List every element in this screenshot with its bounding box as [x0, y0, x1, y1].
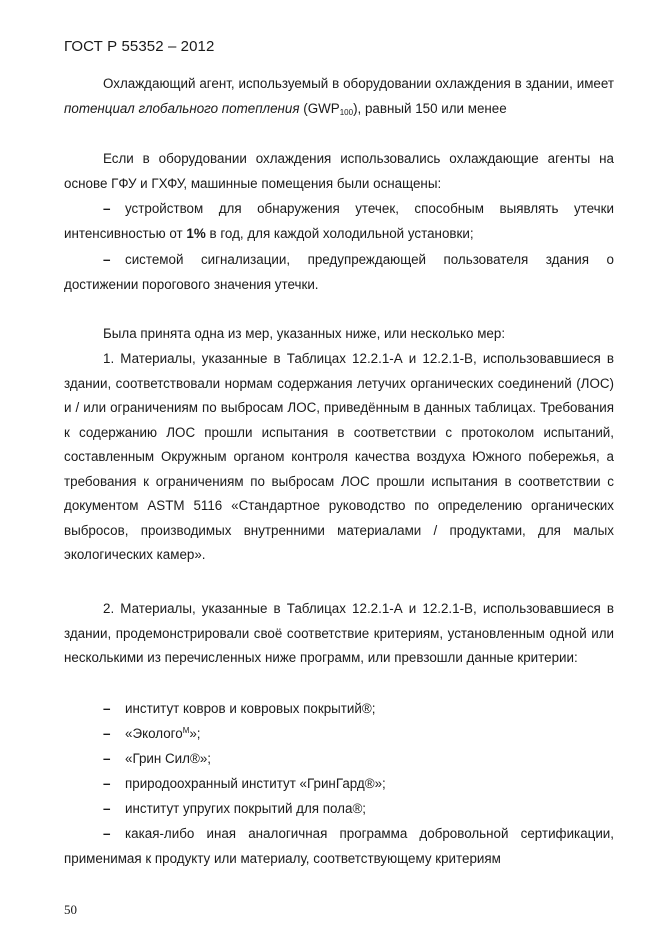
paragraph-measure-1: 1. Материалы, указанные в Таблицах 12.2.1-А и 12.2.1-В, использовавшиеся в здании, соответствовали нормам содержания летучих органических соединений (ЛОС) и / или ограничениям по выбросам ЛОС, приведённым в данных таблицах. Требования к содержанию ЛОС прошли испытания в соответствии с протоколом испытаний, составленным Окружным органом контроля качества воздуха Южного побережья, а требования к ограничениям по выбросам ЛОС прошли испытания в соответствии с документом ASTM 5116 «Стандартное руководство по определению органических выбросов, производимых внутренними материалами / продуктами, для малых экологических камер». — [64, 351, 614, 562]
page-number: 50 — [64, 902, 77, 917]
list-item-carpet-institute: – институт ковров и ковровых покрытий®; — [64, 697, 614, 722]
paragraph-refrigerant-gwp: Охлаждающий агент, используемый в оборудовании охлаждения в здании, имеет потенциал глобального потепления $(GWP_{100})$, равный 150 или менее — [64, 76, 614, 117]
list-item-green-seal: – «Грин Сил®»; — [64, 747, 614, 772]
paragraph-measures-intro: Была принята одна из мер, указанных ниже, или несколько мер: — [103, 326, 506, 341]
dash-bullet: – — [103, 201, 111, 216]
paragraph-hfc-equipment: Если в оборудовании охлаждения использовались охлаждающие агенты на основе ГФУ и ГХФУ, машинные помещения были оснащены: — [64, 151, 614, 191]
list-item-ecologo: – «Эколого$^М$»; — [64, 722, 614, 747]
list-item-alarm-system: – системой сигнализации, предупреждающей пользователя здания о достижении порогового значения утечки. — [64, 248, 614, 297]
document-header: ГОСТ Р 55352 – 2012 — [64, 38, 215, 55]
emphasis-text: потенциал глобального потепления — [64, 100, 300, 116]
dash-bullet: – — [103, 252, 111, 267]
dash-bullet: – — [103, 801, 111, 816]
dash-bullet: – — [103, 826, 111, 841]
dash-bullet: – — [103, 701, 111, 716]
list-item-other-program: – какая-либо иная аналогичная программа добровольной сертификации, применимая к продукту или материалу, соответствующему критериям — [64, 822, 614, 871]
dash-bullet: – — [103, 751, 111, 766]
subscript: 100 — [339, 107, 354, 117]
list-item-greenguard: – природоохранный институт «ГринГард®»; — [64, 772, 614, 797]
list-item-leak-detection: – устройством для обнаружения утечек, способным выявлять утечки интенсивностью от 1% в год, для каждой холодильной установки; — [64, 197, 614, 246]
superscript: М — [182, 726, 190, 735]
list-item-resilient-floor: – институт упругих покрытий для пола®; — [64, 797, 614, 822]
paragraph-measure-2: 2. Материалы, указанные в Таблицах 12.2.1-А и 12.2.1-В, использовавшиеся в здании, продемонстрировали своё соответствие критериям, установленным одной или несколькими из перечисленных ниже программ, или превзошли данные критерии: — [64, 601, 614, 665]
dash-bullet: – — [103, 776, 111, 791]
dash-bullet: – — [103, 726, 111, 741]
